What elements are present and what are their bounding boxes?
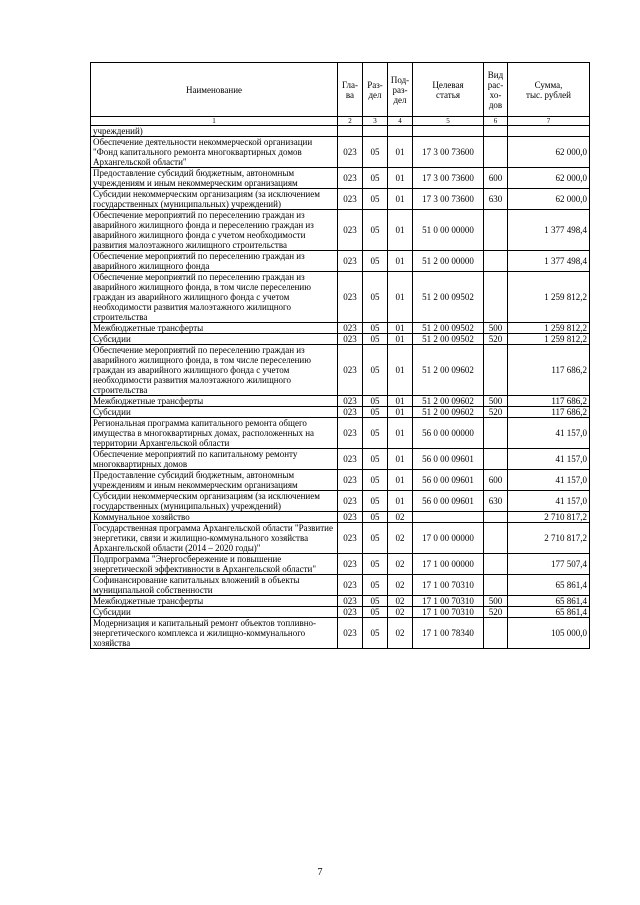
row-glava-cell: 023 [338,418,363,449]
row-vid-cell [484,554,508,575]
row-target-cell: 17 1 00 70310 [413,607,484,618]
row-glava-cell: 023 [338,323,363,334]
row-razdel-cell: 05 [363,168,388,189]
row-name-cell: Межбюджетные трансферты [91,323,338,334]
table-row [91,323,590,334]
table-body [91,126,590,649]
row-glava-cell: 023 [338,137,363,168]
row-razdel-cell [363,126,388,137]
table-row [91,523,590,554]
row-name-cell: Обеспечение мероприятий по переселению граждан из аварийного жилищного фонда и переселению граждан из аварийного жилищного фонда с учетом необходимости развития малоэтажного жилищного строительства [91,210,338,251]
row-razdel-cell: 05 [363,334,388,345]
table-row [91,396,590,407]
table-header-row [91,63,590,117]
row-glava-cell: 023 [338,168,363,189]
row-podrazdel-cell: 01 [388,345,413,396]
table-row [91,618,590,649]
row-target-cell: 17 3 00 73600 [413,137,484,168]
row-target-cell: 56 0 00 00000 [413,418,484,449]
row-vid-cell [484,272,508,323]
row-sum-cell: 65 861,4 [508,596,590,607]
row-razdel-cell: 05 [363,523,388,554]
row-target-cell: 17 1 00 70310 [413,596,484,607]
row-vid-cell: 500 [484,396,508,407]
row-glava-cell: 023 [338,272,363,323]
row-razdel-cell: 05 [363,554,388,575]
column-number: 1 [91,117,338,126]
table-row [91,334,590,345]
table-row [91,189,590,210]
row-name-cell: Государственная программа Архангельской области "Развитие энергетики, связи и жилищно-коммунального хозяйства Архангельской области (2014 – 2020 годы)" [91,523,338,554]
row-podrazdel-cell: 01 [388,272,413,323]
row-name-cell: Межбюджетные трансферты [91,596,338,607]
row-razdel-cell: 05 [363,512,388,523]
row-vid-cell: 520 [484,407,508,418]
header-vid: Вид рас- хо- дов [484,63,508,117]
column-number: 5 [413,117,484,126]
header-name: Наименование [91,63,338,117]
row-target-cell: 51 2 00 09502 [413,272,484,323]
row-glava-cell: 023 [338,470,363,491]
table-row [91,210,590,251]
row-podrazdel-cell: 01 [388,168,413,189]
row-glava-cell: 023 [338,607,363,618]
row-name-cell: Субсидии некоммерческим организациям (за исключением государственных (муниципальных) учреждений) [91,189,338,210]
row-podrazdel-cell: 01 [388,251,413,272]
row-vid-cell: 600 [484,470,508,491]
budget-table [90,62,590,649]
table-row [91,137,590,168]
row-glava-cell: 023 [338,512,363,523]
row-glava-cell: 023 [338,334,363,345]
row-sum-cell: 1 377 498,4 [508,210,590,251]
row-target-cell: 51 2 00 09602 [413,407,484,418]
row-razdel-cell: 05 [363,470,388,491]
row-target-cell: 17 3 00 73600 [413,189,484,210]
row-sum-cell: 65 861,4 [508,607,590,618]
column-number-row [91,117,590,126]
row-sum-cell: 117 686,2 [508,345,590,396]
row-podrazdel-cell: 01 [388,449,413,470]
row-target-cell: 17 0 00 00000 [413,523,484,554]
row-name-cell: Предоставление субсидий бюджетным, автономным учреждениям и иным некоммерческим организациям [91,470,338,491]
row-razdel-cell: 05 [363,575,388,596]
row-target-cell: 17 1 00 70310 [413,575,484,596]
row-sum-cell: 105 000,0 [508,618,590,649]
row-sum-cell: 117 686,2 [508,396,590,407]
row-podrazdel-cell: 02 [388,575,413,596]
row-podrazdel-cell: 02 [388,554,413,575]
row-sum-cell: 1 259 812,2 [508,334,590,345]
row-vid-cell [484,523,508,554]
row-name-cell: Субсидии [91,407,338,418]
row-razdel-cell: 05 [363,323,388,334]
row-name-cell: Субсидии некоммерческим организациям (за исключением государственных (муниципальных) учреждений) [91,491,338,512]
row-glava-cell: 023 [338,575,363,596]
row-target-cell: 51 2 00 09602 [413,345,484,396]
row-podrazdel-cell: 02 [388,596,413,607]
row-name-cell: Обеспечение деятельности некоммерческой организации "Фонд капитального ремонта многоквартирных домов Архангельской области" [91,137,338,168]
header-sum: Сумма, тыс. рублей [508,63,590,117]
row-razdel-cell: 05 [363,272,388,323]
row-vid-cell [484,251,508,272]
row-sum-cell: 2 710 817,2 [508,512,590,523]
row-name-cell: учреждений) [91,126,338,137]
row-glava-cell: 023 [338,345,363,396]
row-vid-cell [484,137,508,168]
header-razdel: Раз- дел [363,63,388,117]
row-target-cell: 17 1 00 00000 [413,554,484,575]
row-sum-cell: 62 000,0 [508,137,590,168]
row-target-cell: 17 1 00 78340 [413,618,484,649]
table-row [91,168,590,189]
row-podrazdel-cell: 02 [388,618,413,649]
row-vid-cell [484,512,508,523]
row-target-cell: 56 0 00 09601 [413,470,484,491]
row-vid-cell [484,418,508,449]
row-sum-cell: 41 157,0 [508,449,590,470]
row-podrazdel-cell: 01 [388,137,413,168]
row-sum-cell: 1 377 498,4 [508,251,590,272]
row-glava-cell: 023 [338,491,363,512]
table-row [91,251,590,272]
row-vid-cell: 630 [484,491,508,512]
row-podrazdel-cell: 01 [388,323,413,334]
row-razdel-cell: 05 [363,137,388,168]
table-row [91,554,590,575]
table-row [91,449,590,470]
row-glava-cell: 023 [338,618,363,649]
row-sum-cell: 1 259 812,2 [508,323,590,334]
row-target-cell: 56 0 00 09601 [413,449,484,470]
row-podrazdel-cell: 01 [388,407,413,418]
column-number: 7 [508,117,590,126]
row-sum-cell [508,126,590,137]
row-razdel-cell: 05 [363,618,388,649]
row-glava-cell: 023 [338,396,363,407]
row-target-cell [413,512,484,523]
table-row [91,126,590,137]
row-glava-cell: 023 [338,407,363,418]
row-glava-cell: 023 [338,554,363,575]
row-podrazdel-cell: 01 [388,334,413,345]
row-podrazdel-cell [388,126,413,137]
row-razdel-cell: 05 [363,596,388,607]
row-glava-cell: 023 [338,189,363,210]
row-razdel-cell: 05 [363,407,388,418]
table-row [91,575,590,596]
row-target-cell [413,126,484,137]
table-row [91,272,590,323]
row-razdel-cell: 05 [363,418,388,449]
row-vid-cell: 600 [484,168,508,189]
row-razdel-cell: 05 [363,189,388,210]
row-vid-cell: 500 [484,596,508,607]
row-podrazdel-cell: 02 [388,512,413,523]
table-row [91,345,590,396]
row-podrazdel-cell: 01 [388,396,413,407]
row-vid-cell [484,575,508,596]
row-sum-cell: 65 861,4 [508,575,590,596]
row-name-cell: Обеспечение мероприятий по переселению граждан из аварийного жилищного фонда, в том числе переселению граждан из аварийного жилищного фонда с учетом необходимости развития малоэтажного жилищного строительства [91,272,338,323]
row-vid-cell: 500 [484,323,508,334]
row-name-cell: Подпрограмма "Энергосбережение и повышение энергетической эффективности в Архангельской области" [91,554,338,575]
row-target-cell: 51 2 00 09602 [413,396,484,407]
column-number: 4 [388,117,413,126]
row-vid-cell [484,345,508,396]
row-sum-cell: 41 157,0 [508,470,590,491]
row-razdel-cell: 05 [363,251,388,272]
row-target-cell: 17 3 00 73600 [413,168,484,189]
row-name-cell: Предоставление субсидий бюджетным, автономным учреждениям и иным некоммерческим организациям [91,168,338,189]
row-name-cell: Субсидии [91,607,338,618]
row-podrazdel-cell: 01 [388,491,413,512]
row-podrazdel-cell: 01 [388,189,413,210]
row-vid-cell [484,449,508,470]
row-podrazdel-cell: 01 [388,210,413,251]
row-name-cell: Обеспечение мероприятий по переселению граждан из аварийного жилищного фонда [91,251,338,272]
row-vid-cell: 520 [484,607,508,618]
row-sum-cell: 2 710 817,2 [508,523,590,554]
row-sum-cell: 41 157,0 [508,491,590,512]
row-glava-cell [338,126,363,137]
row-razdel-cell: 05 [363,491,388,512]
column-number: 2 [338,117,363,126]
row-vid-cell: 520 [484,334,508,345]
row-name-cell: Обеспечение мероприятий по капитальному ремонту многоквартирных домов [91,449,338,470]
row-target-cell: 51 2 00 09502 [413,334,484,345]
row-target-cell: 51 0 00 00000 [413,210,484,251]
row-glava-cell: 023 [338,523,363,554]
row-sum-cell: 1 259 812,2 [508,272,590,323]
header-glava: Гла- ва [338,63,363,117]
row-name-cell: Региональная программа капитального ремонта общего имущества в многоквартирных домах, расположенных на территории Архангельской области [91,418,338,449]
row-name-cell: Субсидии [91,334,338,345]
row-target-cell: 51 2 00 00000 [413,251,484,272]
row-podrazdel-cell: 02 [388,607,413,618]
table-row [91,470,590,491]
row-podrazdel-cell: 01 [388,470,413,491]
row-glava-cell: 023 [338,210,363,251]
row-vid-cell [484,210,508,251]
row-vid-cell [484,126,508,137]
row-sum-cell: 41 157,0 [508,418,590,449]
row-glava-cell: 023 [338,449,363,470]
row-name-cell: Обеспечение мероприятий по переселению граждан из аварийного жилищного фонда, в том числе переселению граждан из аварийного жилищного фонда с учетом необходимости развития малоэтажного жилищного строительства [91,345,338,396]
row-glava-cell: 023 [338,251,363,272]
header-podrazdel: Под- раз- дел [388,63,413,117]
page-number: 7 [317,867,323,878]
row-name-cell: Коммунальное хозяйство [91,512,338,523]
row-target-cell: 56 0 00 09601 [413,491,484,512]
row-razdel-cell: 05 [363,210,388,251]
table-row [91,607,590,618]
table-row [91,491,590,512]
row-sum-cell: 177 507,4 [508,554,590,575]
table-row [91,512,590,523]
row-podrazdel-cell: 01 [388,418,413,449]
column-number: 3 [363,117,388,126]
row-razdel-cell: 05 [363,607,388,618]
row-vid-cell [484,618,508,649]
row-sum-cell: 62 000,0 [508,189,590,210]
row-razdel-cell: 05 [363,396,388,407]
row-glava-cell: 023 [338,596,363,607]
row-sum-cell: 62 000,0 [508,168,590,189]
row-razdel-cell: 05 [363,345,388,396]
row-vid-cell: 630 [484,189,508,210]
table-row [91,407,590,418]
row-name-cell: Модернизация и капитальный ремонт объектов топливно-энергетического комплекса и жилищно-коммунального хозяйства [91,618,338,649]
column-number: 6 [484,117,508,126]
row-sum-cell: 117 686,2 [508,407,590,418]
row-name-cell: Софинансирование капитальных вложений в объекты муниципальной собственности [91,575,338,596]
table-row [91,418,590,449]
row-target-cell: 51 2 00 09502 [413,323,484,334]
row-razdel-cell: 05 [363,449,388,470]
row-podrazdel-cell: 02 [388,523,413,554]
header-target: Целевая статья [413,63,484,117]
table-row [91,596,590,607]
row-name-cell: Межбюджетные трансферты [91,396,338,407]
